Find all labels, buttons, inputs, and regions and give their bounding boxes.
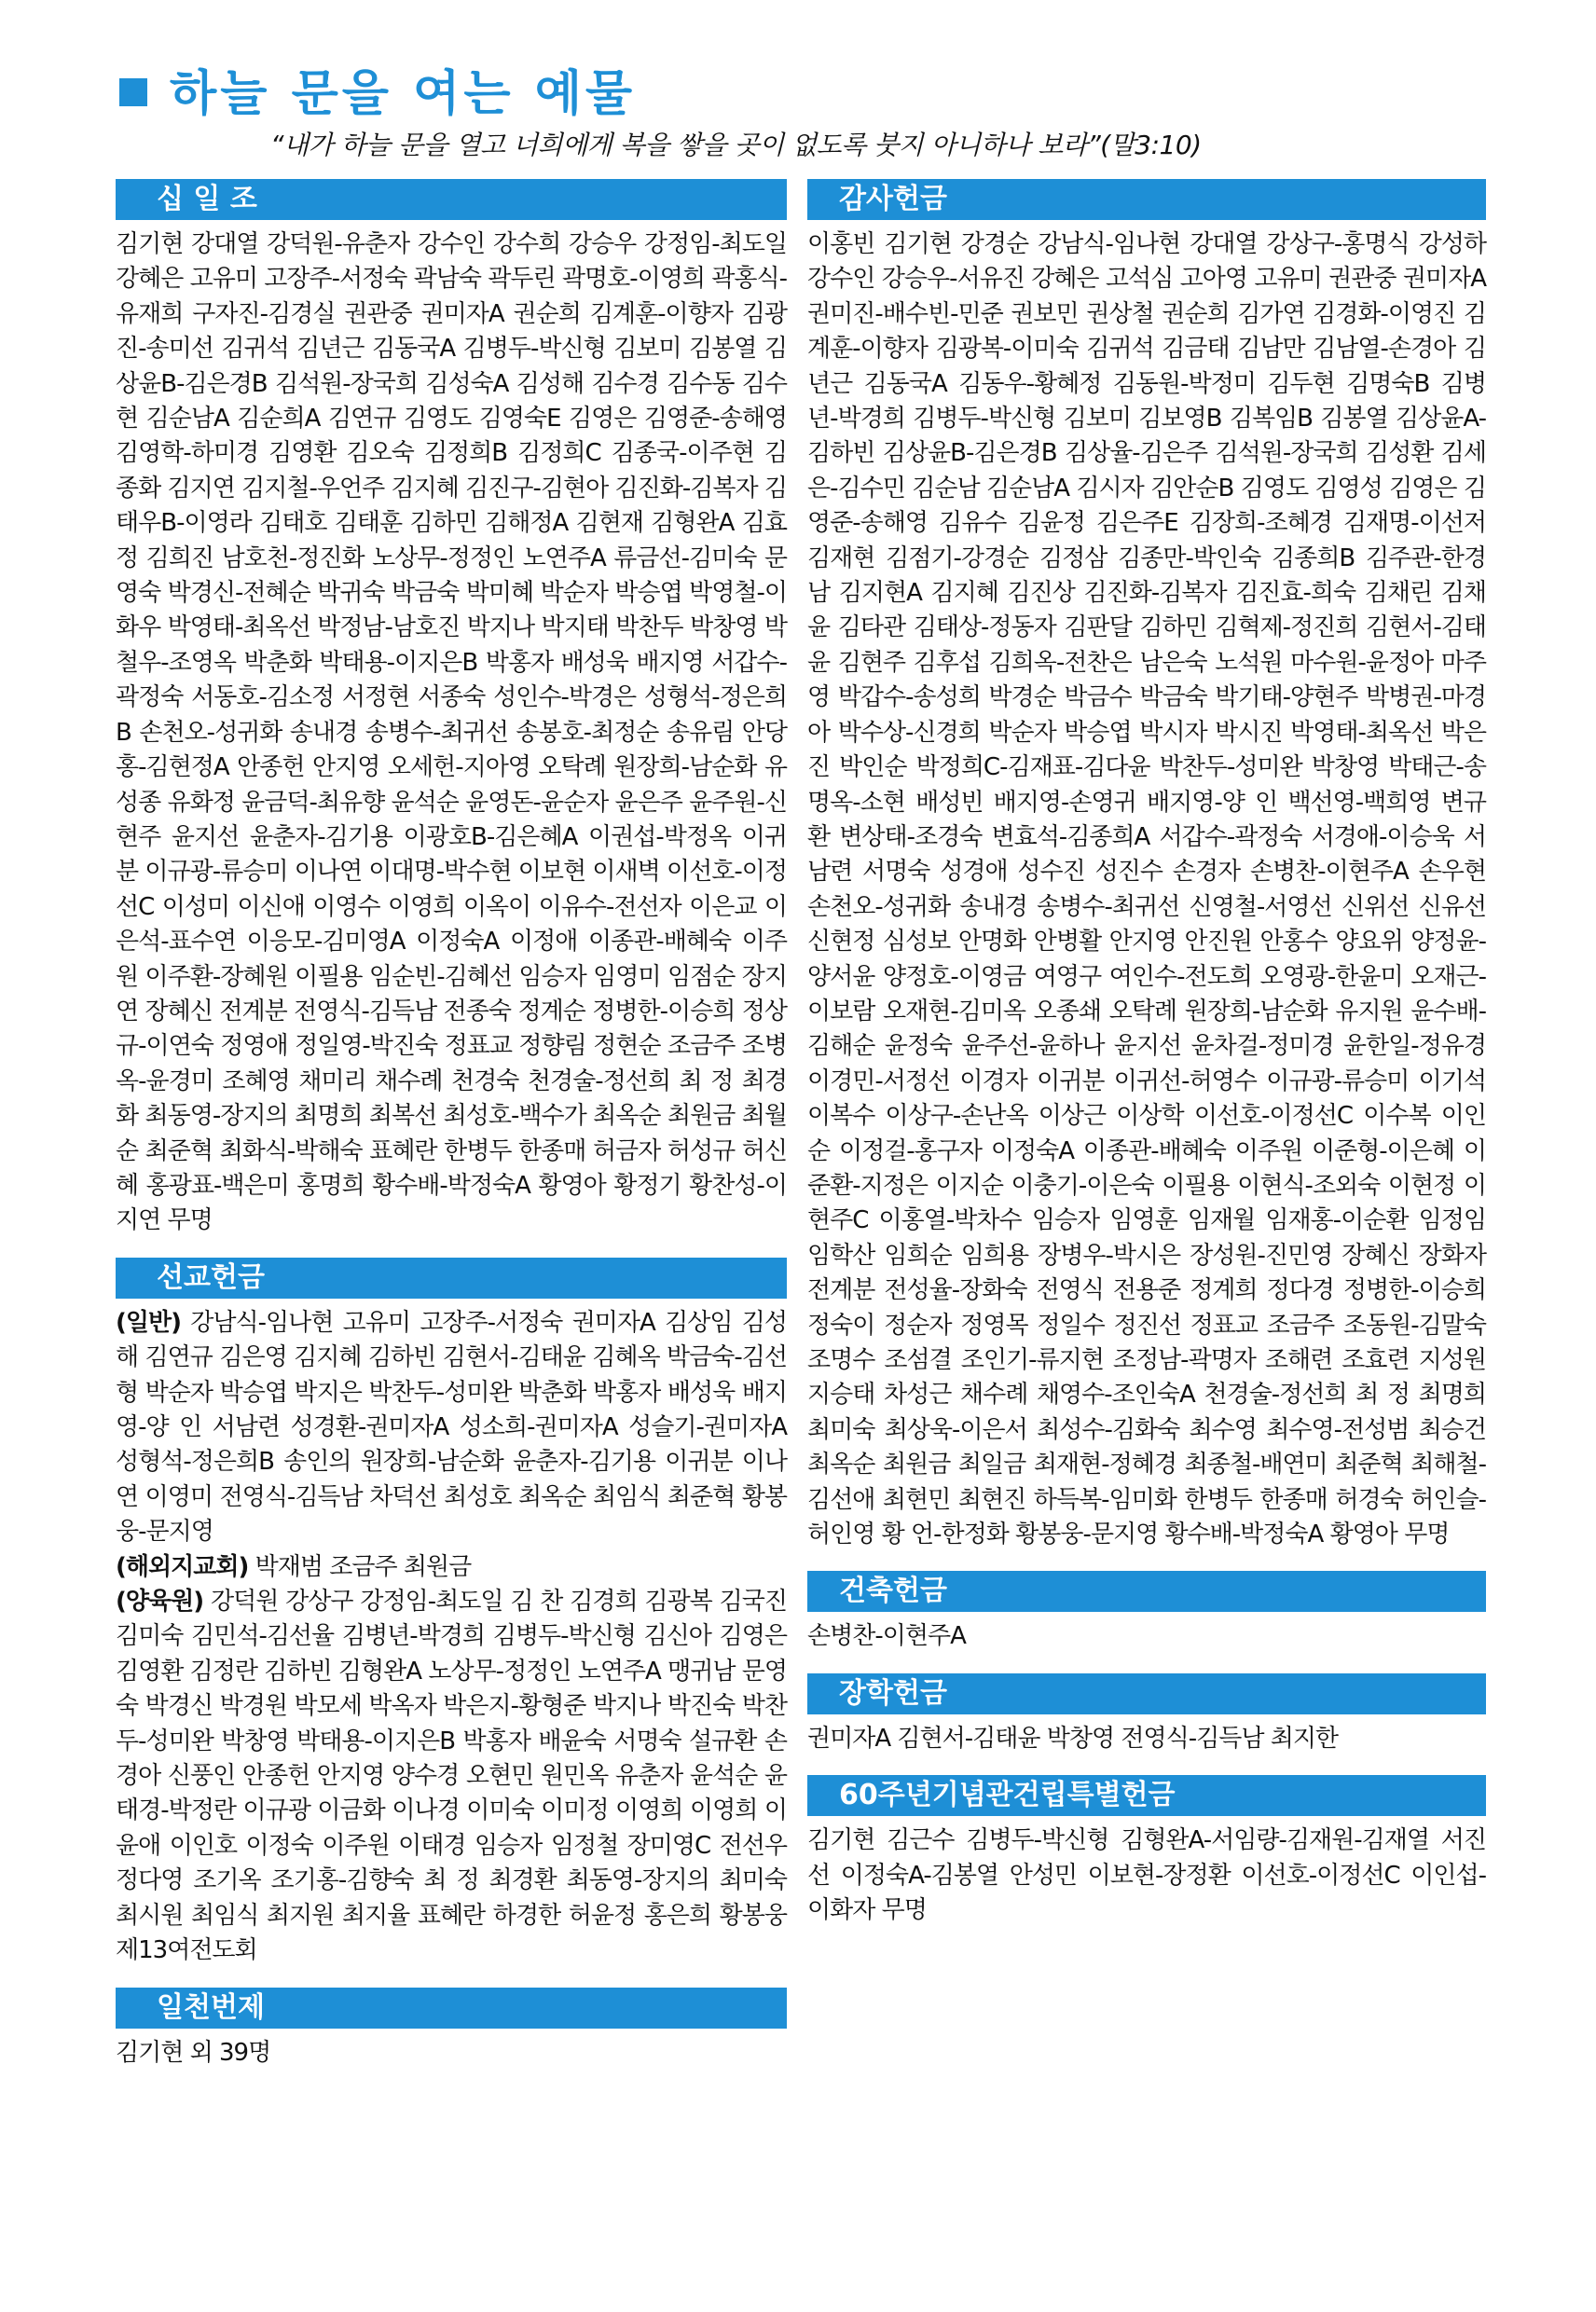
- mission-names: [116, 1306, 787, 1969]
- anniversary-names: [807, 1823, 1486, 1928]
- thanks-names: [807, 227, 1486, 1552]
- mission-text-overseas: 박재범 조금주 최원금: [255, 1552, 472, 1581]
- mission-group-general: [116, 1306, 787, 1550]
- thanks-text: 이홍빈 김기현 강경순 강남식-임나현 강대열 강상구-홍명식 강성하 강수인 강승우-서유진 강혜은 고석심 고아영 고유미 권관중 권미자A 권미진-배수빈-민준 권보민 권상철 권순희 김가연 김경화-이영진 김계훈-이향자 김광복-이미숙 김귀석 김금태 김남만 김남열-손경아 김년근 김동국A 김동우-황혜정 김동원-박정미 김두현 김명숙B 김병년-박경희 김병두-박신형 김보미 김보영B 김복임B 김봉열 김상윤A-김하빈 김상윤B-김은경B 김상율-김은주 김석원-장국희 김성환 김세은-김수민 김순남 김순남A 김시자 김안순B 김영도 김영성 김영은 김영준-송해영 김유수 김윤정 김은주E 김장희-조혜경 김재명-이선저 김재현 김점기-강경순 김정삼 김종만-박인숙 김종희B 김주관-한경남 김지현A 김지혜 김진상 김진화-김복자 김진효-희숙 김채린 김채윤 김타관 김태상-정동자 김판달 김하민 김혁제-정진희 김현서-김태윤 김현주 김후섭 김희옥-전찬은 남은숙 노석원 마수원-윤정아 마주영 박갑수-송성희 박경순 박금수 박금숙 박기태-양현주 박병권-마경아 박수상-신경희 박순자 박승엽 박시자 박시진 박영태-최옥선 박은진 박인순 박정희C-김재표-김다윤 박찬두-성미완 박창영 박태근-송명옥-소현 배성빈 배지영-손영귀 배지영-양 인 백선영-백희영 변규환 변상태-조경숙 변효석-김종희A 서갑수-곽정숙 서경애-이승욱 서남련 서명숙 성경애 성수진 성진수 손경자 손병찬-이현주A 손우현 손천오-성귀화 송내경 송병수-최귀선 신영철-서영선 신위선 신유선 신현정 심성보 안명화 안병활 안지영 안진원 안홍수 양요위 양정윤-양서윤 양정호-이영금 여영구 여인수-전도희 오영광-한윤미 오재근-이보람 오재현-김미옥 오종쇄 오탁례 원장희-남순화 유지원 윤수배-김해순 윤정숙 윤주선-윤하나 윤지선 윤차걸-정미경 윤한일-정유경 이경민-서정선 이경자 이귀분 이귀선-허영수 이규광-류승미 이기석 이복수 이상구-손난옥 이상근 이상학 이선호-이정선C 이수복 이인순 이정걸-홍구자 이정숙A 이종관-배혜숙 이주원 이준형-이은혜 이준환-지정은 이지순 이충기-이은숙 이필용 이현식-조외숙 이현정 이현주C 이홍열-박차수 임승자 임영훈 임재월 임재홍-이순환 임정임 임학산 임희순 임희용 장병우-박시은 장성원-진민영 장혜신 장화자 전계분 전성율-장화숙 전영식 전용준 정계희 정다경 정병한-이승희 정숙이 정순자 정영목 정일수 정진선 정표교 조금주 조동원-김말숙 조명수 조섬결 조인기-류지현 조정남-곽명자 조해련 조효련 지성원 지승태 차성근 채수례 채영수-조인숙A 천경술-정선희 최 정 최명희 최미숙 최상욱-이은서 최성수-김화숙 최수영 최수영-전성범 최승건 최옥순 최원금 최일금 최재현-정혜경 최종철-배연미 최준혁 최해철-김선애 최현민 최현진 하득복-임미화 한병두 한종매 허경숙 허인슬-허인영 황 언-한정화 황봉웅-문지영 황수배-박정숙A 황영아 무명: [807, 230, 1486, 1549]
- anniversary-header: 60주년기념관건립특별헌금: [807, 1775, 1486, 1816]
- anniversary-text: 김기현 김근수 김병두-박신형 김형완A-서임량-김재원-김재열 서진선 이정숙A-김봉열 안성민 이보현-장정환 이선호-이정선C 이인섭-이화자 무명: [807, 1826, 1486, 1925]
- tithe-section: [116, 179, 787, 1239]
- thousand-header: 일천번제: [116, 1988, 787, 2029]
- tithe-header: 십 일 조: [116, 179, 787, 220]
- mission-tag-overseas: (해외지교회): [116, 1552, 249, 1581]
- page-title: 하늘 문을 여는 예물: [170, 66, 637, 122]
- thousand-names: [116, 2036, 787, 2071]
- right-column: [807, 179, 1486, 1947]
- building-section: [807, 1571, 1486, 1654]
- page-subtitle: “내가 하늘 문을 열고 너희에게 복을 쌓을 곳이 없도록 붓지 아니하나 보라”(말3:10): [270, 130, 1202, 160]
- tithe-names: [116, 227, 787, 1239]
- anniversary-section: [807, 1775, 1486, 1928]
- mission-header: 선교헌금: [116, 1258, 787, 1299]
- building-header: 건축헌금: [807, 1571, 1486, 1612]
- mission-text-nursery: 강덕원 강상구 강정임-최도일 김 찬 김경희 김광복 김국진 김미숙 김민석-김선율 김병년-박경희 김병두-박신형 김신아 김영은 김영환 김정란 김하빈 김형완A 노상무-정정인 노연주A 맹귀남 문영숙 박경신 박경원 박모세 박옥자 박은지-황형준 박지나 박진숙 박찬두-성미완 박창영 박태용-이지은B 박홍자 배윤숙 서명숙 설규환 손경아 신풍인 안종헌 안지영 양수경 오현민 원민옥 유춘자 윤석순 윤태경-박정란 이규광 이금화 이나경 이미숙 이미정 이영희 이영희 이윤애 이인호 이정숙 이주원 이태경 임승자 임정철 장미영C 전선우 정다영 조기옥 조기홍-김향숙 최 정 최경환 최동영-장지의 최미숙 최시원 최임식 최지원 최지율 표혜란 하경한 허윤정 홍은희 황봉웅 제13여전도회: [116, 1588, 788, 1965]
- page-header: [0, 0, 1596, 177]
- mission-text-general: 강남식-임나현 고유미 고장주-서정숙 권미자A 김상임 김성해 김연규 김은영 김지혜 김하빈 김현서-김태윤 김혜옥 박금숙-김선형 박순자 박승엽 박지은 박찬두-성미완 박춘화 박홍자 배성욱 배지영-양 인 서남련 성경환-권미자A 성소희-권미자A 성슬기-권미자A 성형석-정은희B 송인의 원장희-남순화 윤춘자-김기용 이귀분 이나연 이영미 전영식-김득남 차덕선 최성호 최옥순 최임식 최준혁 황봉웅-문지영: [116, 1308, 787, 1547]
- mission-tag-general: (일반): [116, 1308, 181, 1337]
- scholarship-section: [807, 1673, 1486, 1756]
- left-column: [116, 179, 787, 2089]
- mission-group-nursery: [116, 1585, 787, 1968]
- thanks-section: [807, 179, 1486, 1552]
- scholarship-header: 장학헌금: [807, 1673, 1486, 1714]
- title-row: [119, 54, 636, 124]
- mission-group-overseas: [116, 1550, 787, 1585]
- scholarship-names: [807, 1722, 1486, 1756]
- mission-tag-nursery: (양육원): [116, 1588, 204, 1617]
- building-names: [807, 1619, 1486, 1654]
- title-square-icon: [119, 78, 147, 106]
- scholarship-text: 권미자A 김현서-김태윤 박창영 전영식-김득남 최지한: [807, 1724, 1339, 1753]
- building-text: 손병찬-이현주A: [807, 1622, 966, 1651]
- thousand-text: 김기현 외 39명: [116, 2038, 271, 2067]
- thousand-section: [116, 1988, 787, 2071]
- thanks-header: 감사헌금: [807, 179, 1486, 220]
- tithe-text: 김기현 강대열 강덕원-유춘자 강수인 강수희 강승우 강정임-최도일 강혜은 고유미 고장주-서정숙 곽남숙 곽두린 곽명호-이영희 곽홍식-유재희 구자진-김경실 권관중 권미자A 권순희 김계훈-이향자 김광진-송미선 김귀석 김년근 김동국A 김병두-박신형 김보미 김봉열 김상윤B-김은경B 김석원-장국희 김성숙A 김성해 김수경 김수동 김수현 김순남A 김순희A 김연규 김영도 김영숙E 김영은 김영준-송해영 김영학-하미경 김영환 김오숙 김정희B 김정희C 김종국-이주현 김종화 김지연 김지철-우언주 김지혜 김진구-김현아 김진화-김복자 김태우B-이영라 김태호 김태훈 김하민 김해정A 김현재 김형완A 김효정 김희진 남호천-정진화 노상무-정정인 노연주A 류금선-김미숙 문영숙 박경신-전혜순 박귀숙 박금숙 박미혜 박순자 박승엽 박영철-이화우 박영태-최옥선 박정남-남호진 박지나 박지태 박찬두 박창영 박철우-조영옥 박춘화 박태용-이지은B 박홍자 배성욱 배지영 서갑수-곽정숙 서동호-김소정 서정현 서종숙 성인수-박경은 성형석-정은희B 손천오-성귀화 송내경 송병수-최귀선 송봉호-최정순 송유림 안당홍-김현정A 안종헌 안지영 오세헌-지아영 오탁례 원장희-남순화 유성종 유화정 윤금덕-최유향 윤석순 윤영돈-윤순자 윤은주 윤주원-신현주 윤지선 윤춘자-김기용 이광호B-김은혜A 이권섭-박정옥 이귀분 이규광-류승미 이나연 이대명-박수현 이보현 이새벽 이선호-이정선C 이성미 이신애 이영수 이영희 이옥이 이유수-전선자 이은교 이은석-표수연 이응모-김미영A 이정숙A 이정애 이종관-배혜숙 이주원 이주환-장혜원 이필용 임순빈-김혜선 임승자 임영미 임점순 장지연 장혜신 전계분 전영식-김득남 전종숙 정계순 정병한-이승희 정상규-이연숙 정영애 정일영-박진숙 정표교 정향림 정현순 조금주 조병옥-윤경미 조혜영 채미리 채수례 천경숙 천경술-정선희 최 정 최경화 최동영-장지의 최명희 최복선 최성호-백수가 최옥순 최원금 최월순 최준혁 최화식-박해숙 표혜란 한병두 한종매 허금자 허성규 허신혜 홍광표-백은미 홍명희 황수배-박정숙A 황영아 황정기 황찬성-이지연 무명: [116, 230, 787, 1235]
- mission-section: [116, 1258, 787, 1969]
